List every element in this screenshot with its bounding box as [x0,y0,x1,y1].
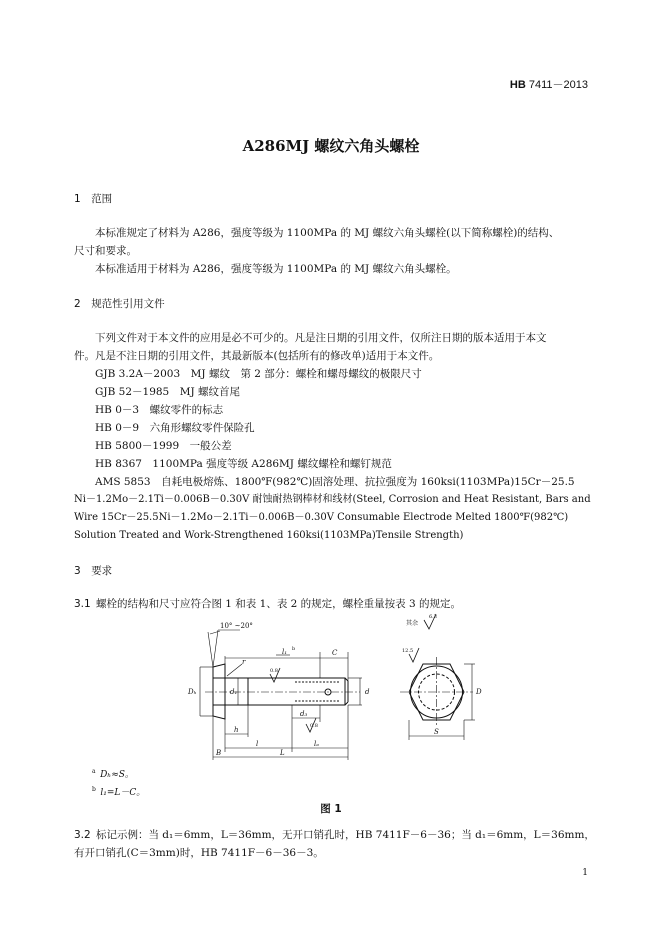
section-1-para-1: 本标准规定了材料为 A286，强度等级为 1100MPa 的 MJ 螺纹六角头螺栓(以下简称螺栓)的结构、 [95,227,560,239]
roughness-main-value: 6.3 [429,614,437,620]
roughness-head-value: 12.5 [402,648,414,654]
bolt-head-side [213,664,225,719]
document-title: A286MJ 螺纹六角头螺栓 [242,137,420,155]
figure-caption: 图 1 [320,803,342,815]
d1-label: d₁ [230,688,238,696]
figure-1-drawing [180,612,510,772]
angle-label: 10° ~20° [220,622,253,630]
section-2-heading: 2 规范性引用文件 [74,298,165,310]
reference-ams-4: Solution Treated and Work-Strengthened 160ksi(1103MPa)Tensile Strength) [74,530,464,541]
page-number: 1 [582,868,588,878]
c-label: C [332,649,338,657]
section-1-para-1-cont: 尺寸和要求。 [74,245,137,257]
reference-item: HB 0－3 螺纹零件的标志 [95,404,224,416]
standard-number: HB 7411－2013 [509,79,588,91]
clause-3-2-cont: 有开口销孔(C＝3mm)时，HB 7411F－6－36－3。 [74,847,324,859]
d3-label: d₃ [300,710,308,718]
clause-3-1: 3.1 螺栓的结构和尺寸应符合图 1 和表 1、表 2 的规定，螺栓重量按表 3 的规定。 [74,598,462,610]
rest-label: 其余 [406,620,419,627]
reference-ams-3: Wire 15Cr－25.5Ni－1.2Mo－2.1Ti－0.006B－0.30V Consumable Electrode Melted 1800℉(982℃) [74,512,569,523]
reference-ams-2: Ni－1.2Mo－2.1Ti－0.006B－0.30V 耐蚀耐热钢棒材和线材(Steel, Corrosion and Heat Resistant, Bars and [74,494,591,505]
reference-item: HB 5800－1999 一般公差 [95,440,232,452]
clause-3-2: 3.2 标记示例：当 d₁＝6mm，L＝36mm，无开口销孔时，HB 7411F－6－36；当 d₁＝6mm，L＝36mm， [74,829,595,841]
lb-label: lₐ [314,740,319,748]
footnote-b: $^b$ l₁=L－C。 [92,786,146,798]
h-label: h [234,726,239,734]
section-2-intro-cont: 件。凡是不注日期的引用文件，其最新版本(包括所有的修改单)适用于本文件。 [74,350,440,362]
b-label: B [216,749,222,757]
section-1-heading: 1 范围 [74,193,113,205]
reference-item: HB 8367 1100MPa 强度等级 A286MJ 螺纹螺栓和螺钉规范 [95,458,392,470]
reference-item: HB 0－9 六角形螺纹零件保险孔 [95,422,255,434]
footnote-a: $^a$ Dₕ≈S。 [92,768,134,780]
reference-item: GJB 52－1985 MJ 螺纹首尾 [95,386,241,398]
l1-label: l₁ [282,648,288,656]
roughness-small-value: 0.8 [310,723,318,729]
hex-d-label: D [476,688,482,696]
roughness-d1-value: 0.8 [270,668,278,674]
section-1-para-2: 本标准适用于材料为 A286，强度等级为 1100MPa 的 MJ 螺纹六角头螺栓。 [95,263,457,275]
d-label: d [365,688,370,696]
l-label: l [256,740,259,748]
l1-note: b [292,646,296,652]
length-label: L [280,749,285,757]
section-2-intro: 下列文件对于本文件的应用是必不可少的。凡是注日期的引用文件，仅所注日期的版本适用于本文 [95,332,547,344]
r-label: r [242,658,246,666]
section-3-heading: 3 要求 [74,565,113,577]
dh-label: Dₕ [188,688,197,696]
reference-item: GJB 3.2A－2003 MJ 螺纹 第 2 部分：螺栓和螺母螺纹的极限尺寸 [95,368,422,380]
reference-ams-1: AMS 5853 自耗电极熔炼、1800℉(982℃)固溶处理、抗拉强度为 160ksi(1103MPa)15Cr－25.5 [95,476,575,488]
s-label: S [434,728,439,736]
